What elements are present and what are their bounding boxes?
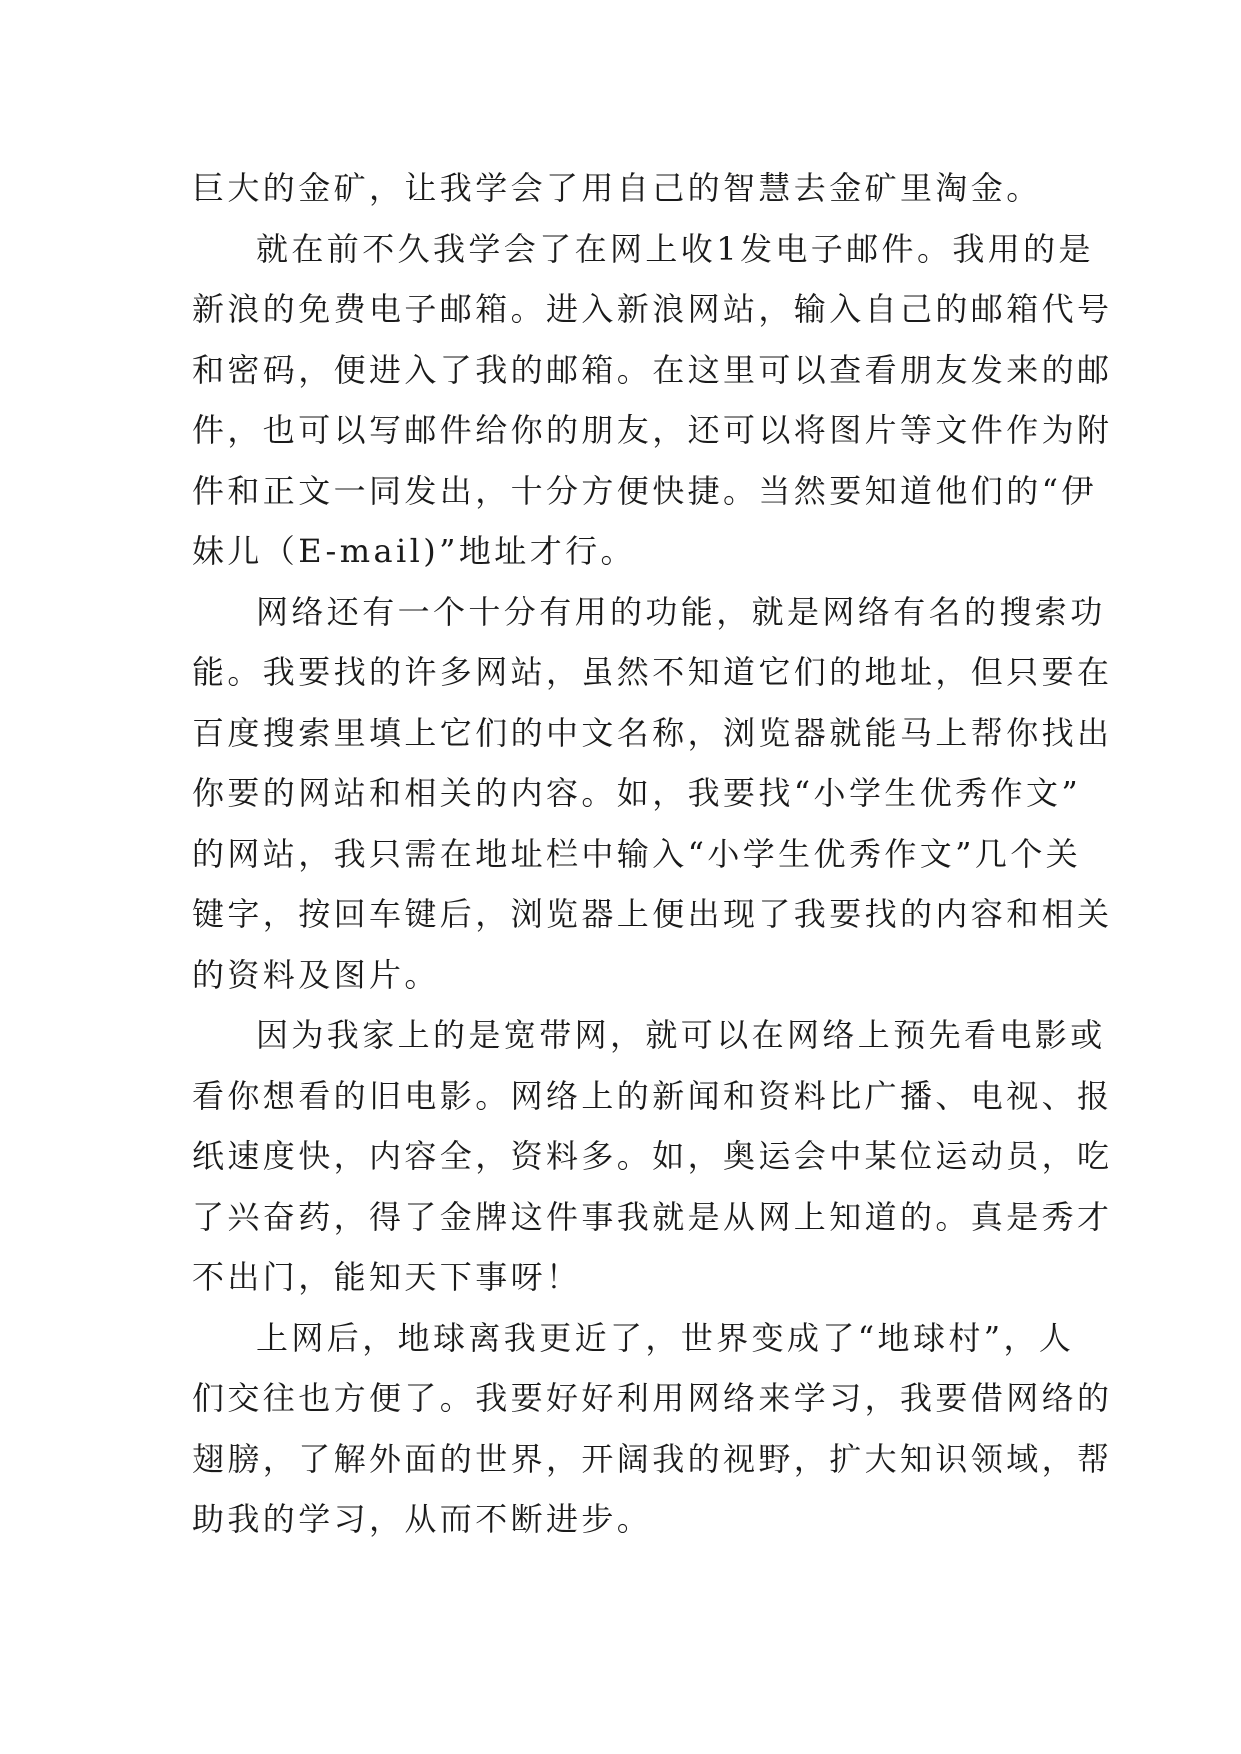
text-line: 们交往也方便了。我要好好利用网络来学习，我要借网络的 — [192, 1379, 1113, 1417]
text-line: 就在前不久我学会了在网上收1发电子邮件。我用的是 — [256, 229, 1094, 268]
text-line: 了兴奋药，得了金牌这件事我就是从网上知道的。真是秀才 — [192, 1197, 1113, 1236]
text-line: 因为我家上的是宽带网，就可以在网络上预先看电影或 — [256, 1016, 1106, 1054]
text-line: 巨大的金矿，让我学会了用自己的智慧去金矿里淘金。 — [192, 169, 1042, 207]
text-line: 百度搜索里填上它们的中文名称，浏览器就能马上帮你找出 — [192, 713, 1113, 752]
text-line: 件和正文一同发出，十分方便快捷。当然要知道他们的“伊 — [192, 471, 1097, 510]
text-line: 翅膀，了解外面的世界，开阔我的视野，扩大知识领域，帮 — [192, 1439, 1113, 1478]
text-line: 妹儿（E-mail)”地址才行。 — [192, 532, 636, 570]
text-line: 件，也可以写邮件给你的朋友，还可以将图片等文件作为附 — [192, 411, 1113, 449]
text-line: 能。我要找的许多网站，虽然不知道它们的地址，但只要在 — [192, 653, 1113, 691]
text-line: 上网后，地球离我更近了，世界变成了“地球村”，人 — [256, 1318, 1075, 1357]
text-line: 助我的学习，从而不断进步。 — [192, 1500, 653, 1538]
text-line: 不出门，能知天下事呀！ — [192, 1258, 582, 1296]
text-line: 新浪的免费电子邮箱。进入新浪网站，输入自己的邮箱代号 — [192, 290, 1113, 328]
text-line: 和密码，便进入了我的邮箱。在这里可以查看朋友发来的邮 — [192, 350, 1113, 389]
text-line: 键字，按回车键后，浏览器上便出现了我要找的内容和相关 — [192, 895, 1113, 933]
essay-body — [192, 158, 1113, 1550]
text-line: 看你想看的旧电影。网络上的新闻和资料比广播、电视、报 — [192, 1076, 1113, 1115]
text-line: 你要的网站和相关的内容。如，我要找“小学生优秀作文” — [192, 774, 1082, 812]
text-line: 的网站，我只需在地址栏中输入“小学生优秀作文”几个关 — [192, 834, 1082, 873]
text-line: 网络还有一个十分有用的功能，就是网络有名的搜索功 — [256, 592, 1106, 631]
text-line: 纸速度快，内容全，资料多。如，奥运会中某位运动员，吃 — [192, 1137, 1113, 1175]
text-line: 的资料及图片。 — [192, 955, 440, 994]
